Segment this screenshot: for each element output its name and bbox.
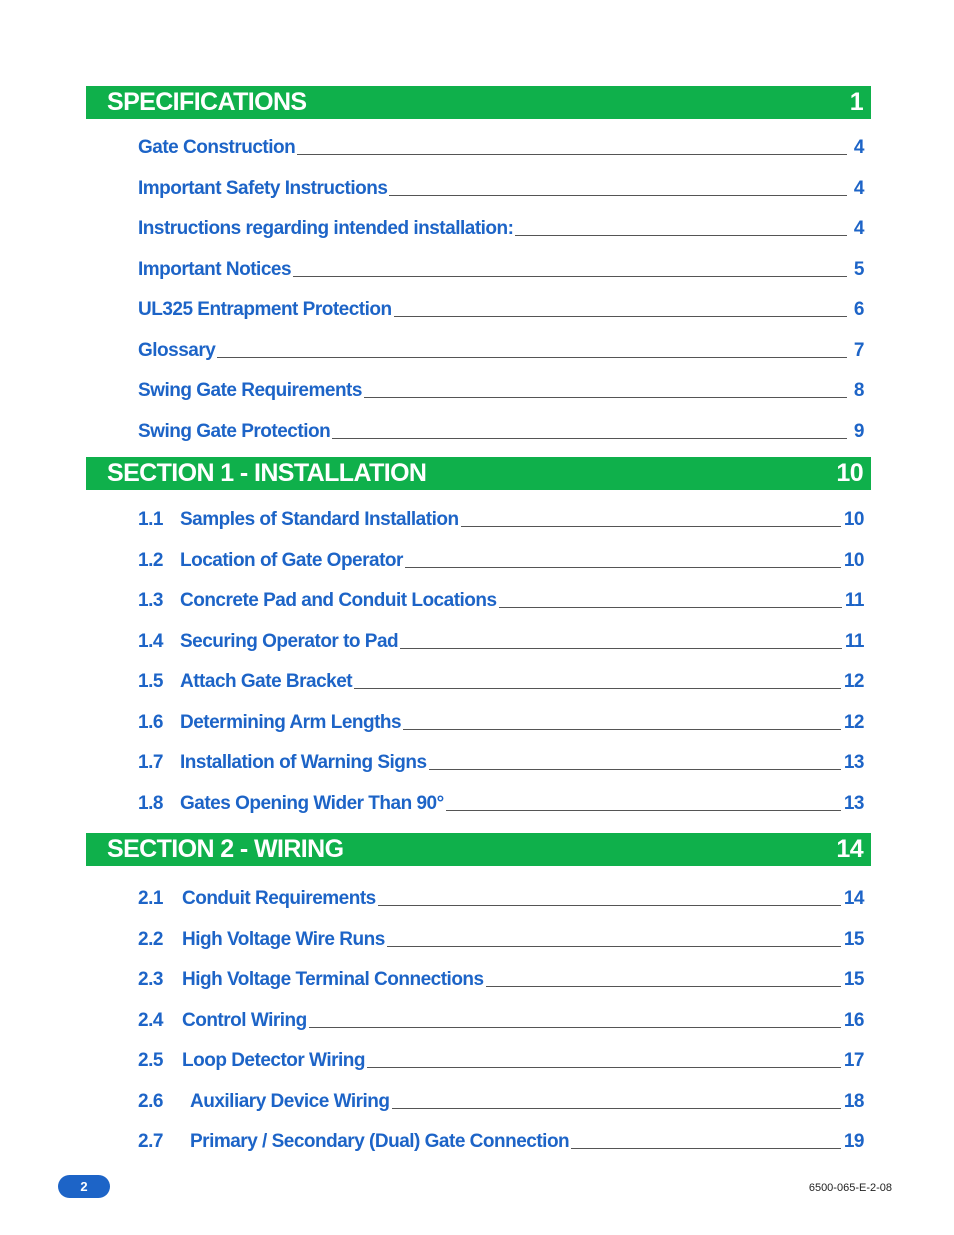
toc-entry-label: Attach Gate Bracket	[180, 671, 353, 692]
dot-leader	[392, 1107, 841, 1109]
section-header-installation[interactable]	[86, 457, 871, 490]
toc-entry-swing-gate-requirements[interactable]	[138, 376, 864, 402]
dot-leader	[309, 1026, 841, 1028]
toc-entry-label: Concrete Pad and Conduit Locations	[180, 590, 497, 611]
toc-entry-number: 2.3	[138, 969, 163, 990]
dot-leader	[400, 647, 842, 649]
toc-entry-label: Determining Arm Lengths	[180, 712, 402, 733]
toc-entry-important-notices[interactable]	[138, 255, 864, 281]
toc-entry-2-1[interactable]	[138, 884, 864, 910]
toc-entry-2-7[interactable]	[138, 1127, 864, 1153]
toc-entry-page: 15	[843, 929, 864, 950]
toc-entry-number: 1.8	[138, 793, 163, 814]
page-number-badge: 2	[58, 1175, 110, 1198]
toc-entry-number: 1.5	[138, 671, 163, 692]
dot-leader	[446, 809, 841, 811]
toc-entry-page: 11	[844, 590, 864, 611]
toc-entry-label: Primary / Secondary (Dual) Gate Connection	[190, 1131, 570, 1152]
toc-entry-page: 11	[844, 631, 864, 652]
toc-entry-number: 2.2	[138, 929, 163, 950]
toc-entry-2-6[interactable]	[138, 1087, 864, 1113]
section-title: SECTION 1 - INSTALLATION	[107, 459, 427, 487]
toc-entry-page: 13	[843, 793, 864, 814]
toc-entry-1-8[interactable]	[138, 789, 864, 815]
toc-entry-1-4[interactable]	[138, 627, 864, 653]
toc-entry-label: UL325 Entrapment Protection	[138, 299, 392, 320]
section-page: 10	[836, 459, 863, 487]
toc-entry-page: 19	[843, 1131, 864, 1152]
toc-entry-page: 6	[853, 299, 864, 320]
section-header-specifications[interactable]	[86, 86, 871, 119]
dot-leader	[429, 768, 841, 770]
toc-entry-1-3[interactable]	[138, 586, 864, 612]
toc-entry-label: Location of Gate Operator	[180, 550, 403, 571]
toc-entry-1-6[interactable]	[138, 708, 864, 734]
toc-entry-page: 18	[843, 1091, 864, 1112]
toc-entry-page: 10	[843, 509, 864, 530]
toc-entry-page: 16	[843, 1010, 864, 1031]
toc-entry-number: 1.1	[138, 509, 163, 530]
dot-leader	[389, 194, 847, 196]
dot-leader	[354, 687, 841, 689]
toc-entry-number: 1.3	[138, 590, 163, 611]
toc-entry-2-5[interactable]	[138, 1046, 864, 1072]
toc-entry-label: Important Safety Instructions	[138, 178, 388, 199]
dot-leader	[403, 728, 841, 730]
toc-entry-number: 2.1	[138, 888, 163, 909]
toc-entry-page: 4	[853, 178, 864, 199]
section-page: 14	[836, 835, 863, 863]
toc-entry-label: Loop Detector Wiring	[182, 1050, 365, 1071]
toc-entry-label: Installation of Warning Signs	[180, 752, 427, 773]
toc-entry-number: 1.7	[138, 752, 163, 773]
toc-entry-1-5[interactable]	[138, 667, 864, 693]
toc-entry-page: 10	[843, 550, 864, 571]
toc-entry-number: 1.6	[138, 712, 163, 733]
dot-leader	[378, 904, 841, 906]
toc-entry-number: 2.4	[138, 1010, 163, 1031]
toc-entry-label: Important Notices	[138, 259, 292, 280]
dot-leader	[332, 437, 847, 439]
toc-entry-page: 8	[853, 380, 864, 401]
toc-entry-2-2[interactable]	[138, 925, 864, 951]
toc-entry-number: 1.2	[138, 550, 163, 571]
toc-entry-page: 12	[843, 712, 864, 733]
toc-entry-page: 4	[853, 218, 864, 239]
toc-entry-page: 15	[843, 969, 864, 990]
toc-entry-label: High Voltage Terminal Connections	[182, 969, 484, 990]
dot-leader	[297, 153, 847, 155]
toc-entry-swing-gate-protection[interactable]	[138, 417, 864, 443]
toc-entry-page: 13	[843, 752, 864, 773]
toc-entry-2-4[interactable]	[138, 1006, 864, 1032]
toc-entry-number: 2.5	[138, 1050, 163, 1071]
toc-entry-page: 12	[843, 671, 864, 692]
toc-entry-number: 2.7	[138, 1131, 163, 1152]
dot-leader	[486, 985, 841, 987]
toc-entry-label: Auxiliary Device Wiring	[190, 1091, 390, 1112]
toc-entry-label: Samples of Standard Installation	[180, 509, 459, 530]
toc-entry-number: 1.4	[138, 631, 163, 652]
dot-leader	[217, 356, 847, 358]
toc-entry-label: Control Wiring	[182, 1010, 307, 1031]
dot-leader	[367, 1066, 841, 1068]
toc-entry-page: 9	[853, 421, 864, 442]
dot-leader	[394, 315, 847, 317]
toc-entry-1-7[interactable]	[138, 748, 864, 774]
toc-entry-1-1[interactable]	[138, 505, 864, 531]
toc-entry-gate-construction[interactable]	[138, 133, 864, 159]
toc-entry-page: 5	[853, 259, 864, 280]
toc-entry-2-3[interactable]	[138, 965, 864, 991]
section-title: SPECIFICATIONS	[107, 88, 307, 116]
toc-entry-label: Swing Gate Protection	[138, 421, 331, 442]
document-code: 6500-065-E-2-08	[808, 1182, 892, 1194]
dot-leader	[364, 396, 847, 398]
toc-entry-label: High Voltage Wire Runs	[182, 929, 385, 950]
toc-entry-intended-installation[interactable]	[138, 214, 864, 240]
dot-leader	[499, 606, 842, 608]
toc-entry-page: 4	[853, 137, 864, 158]
toc-entry-number: 2.6	[138, 1091, 163, 1112]
toc-entry-label: Swing Gate Requirements	[138, 380, 362, 401]
toc-entry-ul325[interactable]	[138, 295, 864, 321]
toc-entry-label: Glossary	[138, 340, 216, 361]
dot-leader	[387, 945, 841, 947]
toc-entry-page: 14	[843, 888, 864, 909]
section-title: SECTION 2 - WIRING	[107, 835, 344, 863]
section-page: 1	[849, 88, 863, 116]
toc-entry-label: Gate Construction	[138, 137, 296, 158]
section-header-wiring[interactable]	[86, 833, 871, 866]
toc-entry-safety-instructions[interactable]	[138, 174, 864, 200]
toc-entry-page: 17	[843, 1050, 864, 1071]
toc-entry-1-2[interactable]	[138, 546, 864, 572]
toc-entry-page: 7	[853, 340, 864, 361]
dot-leader	[461, 525, 841, 527]
dot-leader	[405, 566, 841, 568]
toc-entry-glossary[interactable]	[138, 336, 864, 362]
dot-leader	[515, 234, 847, 236]
dot-leader	[293, 275, 847, 277]
toc-entry-label: Gates Opening Wider Than 90°	[180, 793, 444, 814]
toc-entry-label: Securing Operator to Pad	[180, 631, 399, 652]
dot-leader	[571, 1147, 841, 1149]
toc-entry-label: Instructions regarding intended installation:	[138, 218, 514, 239]
toc-entry-label: Conduit Requirements	[182, 888, 376, 909]
